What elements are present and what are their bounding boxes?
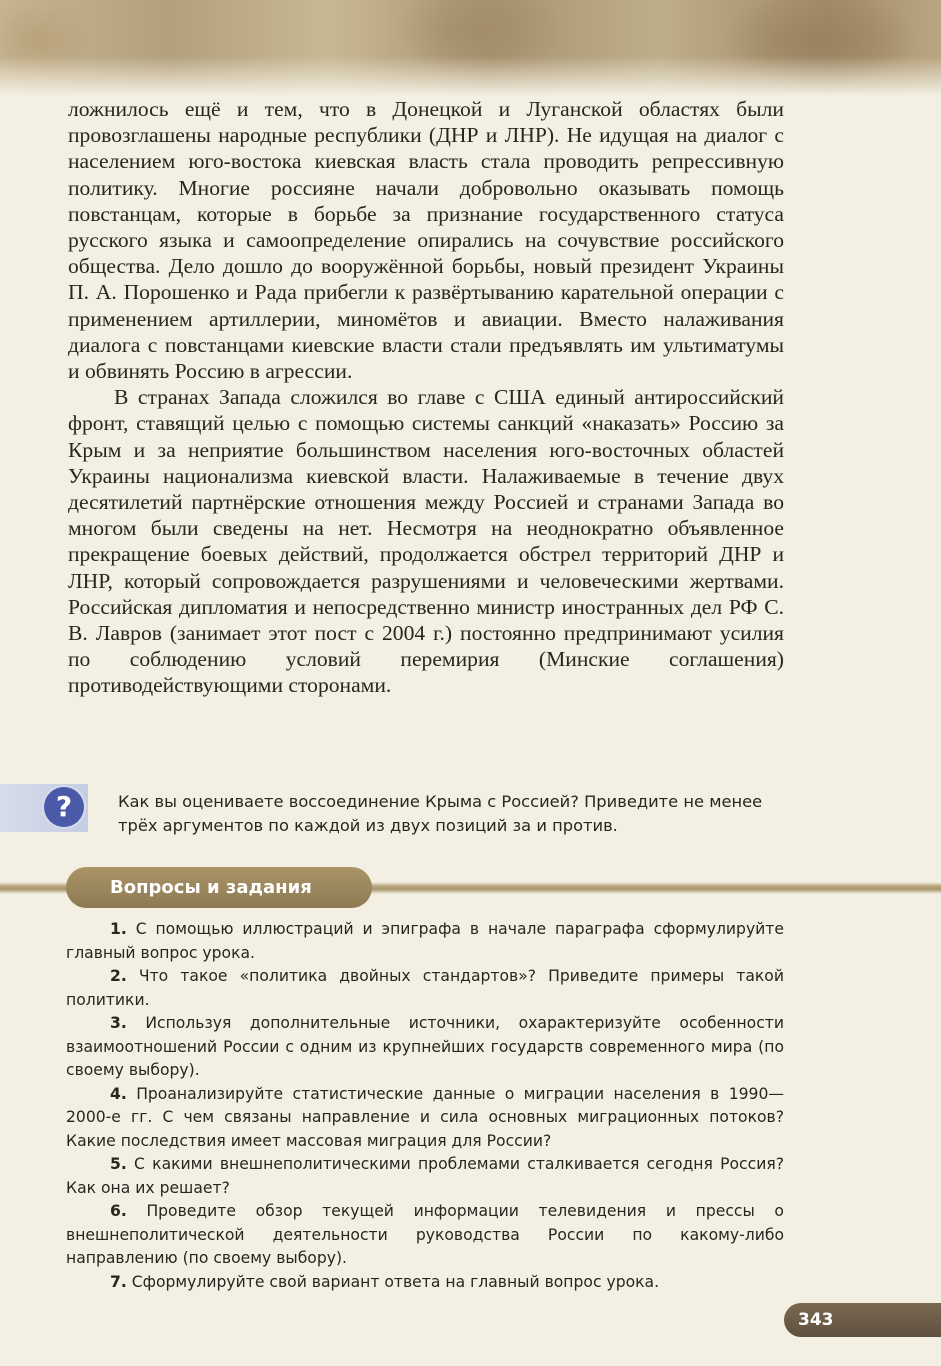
header-illustration [0,0,941,96]
task-text: Что такое «политика двойных стандартов»? Приведите примеры такой политики. [66,967,784,1009]
task-number: 1. [110,920,127,938]
task-item [66,1153,784,1200]
section-title: Вопросы и задания [66,867,372,908]
task-list [66,918,784,1294]
task-number: 4. [110,1084,127,1103]
task-number: 6. [110,1202,127,1220]
task-text: Проведите обзор текущей информации телевидения и прессы о внешнеполитической деятельности руководства России по какому-либо направлению (по своему выбору). [66,1202,784,1267]
section-divider [370,882,941,894]
paragraph: В странах Запада сложился во главе с США единый антироссийский фронт, ставящий целью с помощью системы санкций «наказать» Россию за Крым и за неприятие большинством населения юго-восточных областей Украины национализма киевской власти. Налаживаемые в течение двух десятилетий партнёрские отношения между Россией и странами Запада во многом были сведены на нет. Несмотря на неоднократно объявленное прекращение боевых действий, продолжается обстрел территорий ДНР и ЛНР, который сопровождается разрушениями и человеческими жертвами. Российская дипломатия и непосредственно министр иностранных дел РФ С. В. Лавров (занимает этот пост с 2004 г.) постоянно предпринимают усилия по соблюдению условий перемирия (Минские соглашения) противодействующими сторонами. [68,385,784,698]
question-mark-icon: ? [44,787,84,827]
task-number: 3. [110,1014,127,1032]
question-text: Как вы оцениваете воссоединение Крыма с Россией? Приведите не менее трёх аргументов по каждой из двух позиций за и против. [118,792,763,835]
task-item [66,1012,784,1083]
task-item [66,1200,784,1271]
page-number: 343 [784,1303,941,1337]
task-text: Используя дополнительные источники, охарактеризуйте особенности взаимоотношений России с одним из крупнейших государств современного мира (по своему выбору). [66,1014,784,1079]
task-number: 7. [110,1272,127,1291]
paragraph: ложнилось ещё и тем, что в Донецкой и Луганской областях были провозглашены народные республики (ДНР и ЛНР). Не идущая на диалог с населением юго-востока киевская власть стала проводить репрессивную политику. Многие россияне начали добровольно оказывать помощь повстанцам, которые в борьбе за признание государственного статуса русского языка и самоопределение опирались на сочувствие российского общества. Дело дошло до вооружённой борьбы, новый президент Украины П. А. Порошенко и Рада прибегли к развёртыванию карательной операции с применением артиллерии, миномётов и авиации. Вместо налаживания диалога с повстанцами киевские власти стали предъявлять им ультиматумы и обвинять Россию в агрессии. [68,97,784,384]
task-number: 5. [110,1155,127,1173]
section-divider [0,882,70,894]
task-number: 2. [110,967,127,985]
task-text: Сформулируйте свой вариант ответа на главный вопрос урока. [131,1272,660,1291]
task-item [66,965,784,1012]
task-text: С какими внешнеполитическими проблемами сталкивается сегодня Россия? Как она их решает? [66,1155,784,1197]
task-text: Проанализируйте статистические данные о миграции населения в 1990—2000-е гг. С чем связаны направление и сила основных миграционных потоков? Какие последствия имеет массовая миграция для России? [66,1084,784,1150]
task-item [66,918,784,965]
main-text [68,96,784,699]
task-item [66,1083,784,1154]
task-item [66,1271,784,1295]
task-text: С помощью иллюстраций и эпиграфа в начале параграфа сформулируйте главный вопрос урока. [66,920,784,962]
